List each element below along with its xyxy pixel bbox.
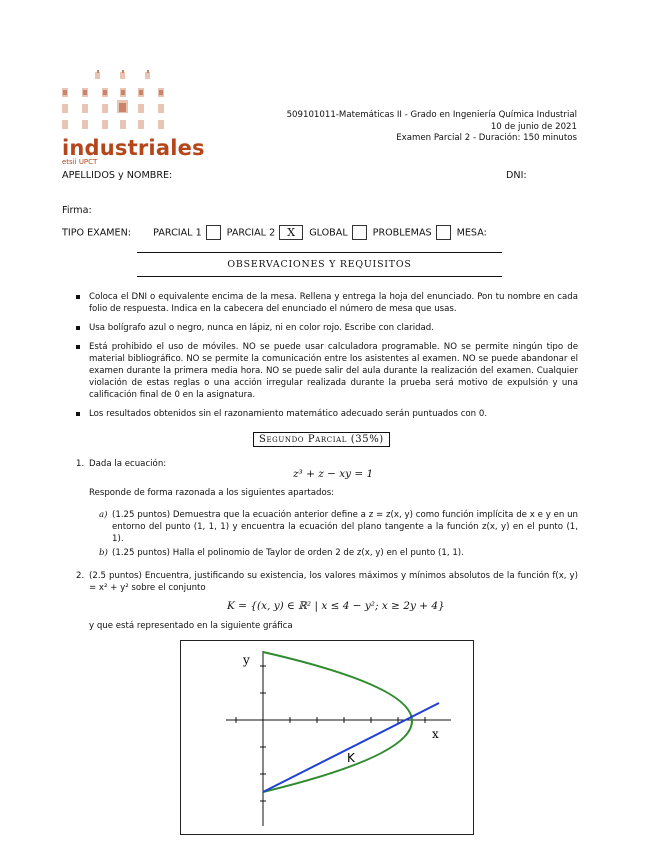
parcial2-label: PARCIAL 2 [226,227,276,239]
region-graph [180,640,474,835]
region-graph-svg [181,641,473,834]
exam-duration: Examen Parcial 2 - Duración: 150 minutos [396,133,577,143]
mesa-label: MESA: [456,227,487,239]
parcial2-checkbox[interactable]: X [279,225,303,240]
course-title: 509101011-Matemáticas II - Grado en Ingeniería Química Industrial [286,110,577,120]
y-axis-label: y [243,653,250,667]
section-title: Segundo Parcial (35%) [253,432,390,447]
q2-text: (2.5 puntos) Encuentra, justificando su existencia, los valores máximos y mínimos absolutos de la función f(x, y) = x² + y² sobre el conjunto [89,571,578,593]
observations-list [76,291,578,427]
problemas-label: PROBLEMAS [372,227,432,239]
region-label: K [347,751,355,765]
q2-after: y que está representado en la siguiente gráfica [89,621,293,631]
list-item: Está prohibido el uso de móviles. NO se puede usar calculadora programable. NO se permite ningún tipo de material bibliográfico. NO se permite la comunicación entre los asistentes al examen. NO se puede abandonar el examen durante la primera media hora. NO se puede salir del aula durante la realización del examen. Cualquier violación de estas reglas o una acción irregular realizada durante la prueba será motivo de expulsión y una calificación final de 0 en la asignatura. [76,341,578,401]
q1-equation: z³ + z − xy = 1 [293,468,374,480]
bullet-icon [76,326,80,330]
top-divider [137,252,502,253]
bullet-icon [76,412,80,416]
problemas-checkbox[interactable] [436,225,451,240]
q2-set-definition: K = {(x, y) ∈ ℝ² | x ≤ 4 − y²; x ≥ 2y + 4} [227,600,445,612]
exam-date: 10 de junio de 2021 [490,121,577,132]
parcial1-checkbox[interactable] [206,225,221,240]
parabola-curve [263,652,412,792]
bottom-divider [137,276,502,277]
list-item: Coloca el DNI o equivalente encima de la mesa. Rellena y entrega la hoja del enunciado. Pon tu nombre en cada folio de respuesta. Indica en la cabecera del enunciado el número de mesa que usas. [76,291,578,315]
list-item: Usa bolígrafo azul o negro, nunca en lápiz, ni en color rojo. Escribe con claridad. [76,322,578,334]
parcial1-label: PARCIAL 1 [153,227,202,239]
q1b-text: (1.25 puntos) Halla el polinomio de Taylor de orden 2 de z(x, y) en el punto (1, 1). [112,548,464,558]
q1-number: 1. [76,459,85,469]
logo-wordmark: industriales [62,136,205,160]
q1a-text: (1.25 puntos) Demuestra que la ecuación anterior define a z = z(x, y) como función implícita de x e y en un entorno del punto (1, 1, 1) y encuentra la ecuación del plano tangente a la función z(x, y) en el punto (1, 1). [112,510,578,544]
name-field-label: APELLIDOS y NOMBRE: [62,170,173,181]
line-boundary [263,703,439,792]
dni-field-label: DNI: [506,170,527,181]
logo-building-icon [62,68,180,138]
logo-subtitle: etsii UPCT [62,158,98,166]
exam-type-label: TIPO EXAMEN: [62,227,132,239]
observations-title: OBSERVACIONES Y REQUISITOS [227,259,412,270]
global-label: GLOBAL [309,227,348,239]
q2-number: 2. [76,571,85,581]
signature-field-label: Firma: [62,205,92,216]
q1-intro: Dada la ecuación: [89,459,167,469]
exam-type-row [62,225,487,240]
bullet-icon [76,295,80,299]
q1b-label: b) [99,548,108,558]
global-checkbox[interactable] [352,225,367,240]
list-item: Los resultados obtenidos sin el razonamiento matemático adecuado serán puntuados con 0. [76,408,578,420]
q1a-label: a) [99,510,108,520]
q1-prompt: Responde de forma razonada a los siguientes apartados: [89,488,335,498]
bullet-icon [76,345,80,349]
exam-header [287,110,577,145]
x-axis-label: x [432,727,439,741]
